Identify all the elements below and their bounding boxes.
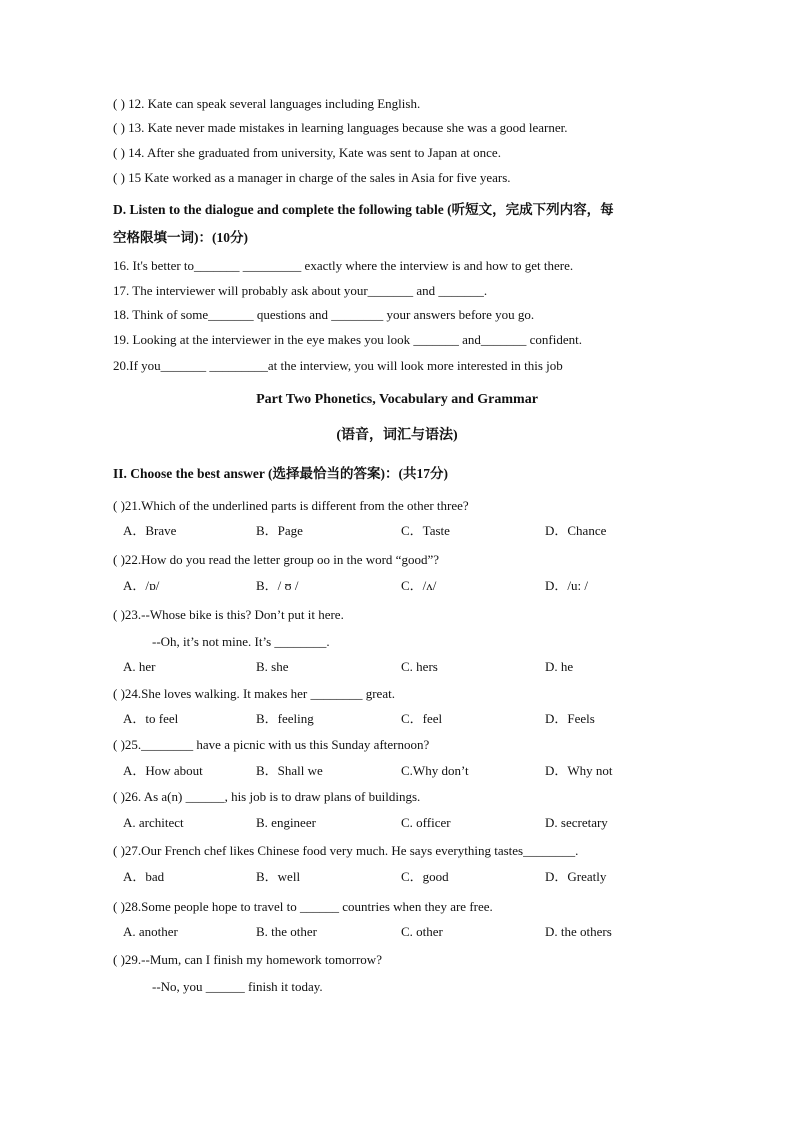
question-12: ( ) 12. Kate can speak several languages including English.	[113, 96, 421, 111]
section-ii-heading: II. Choose the best answer (选择最恰当的答案)：(共17分)	[113, 466, 448, 481]
question-21-stem: ( )21.Which of the underlined parts is different from the other three?	[113, 498, 469, 513]
question-23-options	[123, 659, 683, 675]
question-26-options	[123, 815, 683, 831]
section-d-heading-cont: 空格限填一词)：(10分)	[113, 230, 248, 245]
option-a: A．/ɒ/	[123, 578, 160, 593]
question-25-options	[123, 763, 683, 779]
option-c: C.Why don’t	[401, 763, 469, 778]
question-23-stem-cont: --Oh, it’s not mine. It’s ________.	[152, 634, 330, 649]
option-c: C．Taste	[401, 523, 450, 538]
part-two-subtitle: (语音，词汇与语法)	[336, 428, 458, 443]
question-22-options	[123, 578, 683, 594]
question-18: 18. Think of some_______ questions and ________ your answers before you go.	[113, 307, 535, 322]
question-24-stem: ( )24.She loves walking. It makes her ________ great.	[113, 686, 395, 701]
option-a: A．bad	[123, 869, 165, 884]
question-19: 19. Looking at the interviewer in the eye makes you look _______ and_______ confident.	[113, 332, 582, 347]
question-16: 16. It's better to_______ _________ exactly where the interview is and how to get there.	[113, 258, 574, 273]
question-23-stem: ( )23.--Whose bike is this? Don’t put it here.	[113, 607, 344, 622]
option-b: B．/ ʊ /	[256, 578, 299, 593]
section-d-heading: D. Listen to the dialogue and complete the following table (听短文，完成下列内容，每	[113, 202, 614, 217]
option-b: B. engineer	[256, 815, 316, 830]
part-two-title: Part Two Phonetics, Vocabulary and Grammar	[256, 392, 538, 407]
question-22-stem: ( )22.How do you read the letter group oo in the word “good”?	[113, 552, 439, 567]
question-20: 20.If you_______ _________at the interview, you will look more interested in this job	[113, 358, 563, 373]
question-14: ( ) 14. After she graduated from university, Kate was sent to Japan at once.	[113, 145, 501, 160]
option-b: B．well	[256, 869, 301, 884]
option-c: C. other	[401, 924, 443, 939]
question-15: ( ) 15 Kate worked as a manager in charge of the sales in Asia for five years.	[113, 170, 511, 185]
option-d: D．Feels	[545, 711, 595, 726]
question-26-stem: ( )26. As a(n) ______, his job is to draw plans of buildings.	[113, 789, 421, 804]
option-a: A. her	[123, 659, 156, 674]
option-a: A．to feel	[123, 711, 179, 726]
option-d: D. secretary	[545, 815, 608, 830]
option-d: D. the others	[545, 924, 612, 939]
option-b: B．feeling	[256, 711, 314, 726]
option-d: D. he	[545, 659, 574, 674]
option-b: B. she	[256, 659, 289, 674]
option-a: A．Brave	[123, 523, 177, 538]
option-b: B. the other	[256, 924, 318, 939]
option-c: C．feel	[401, 711, 443, 726]
question-29-stem: ( )29.--Mum, can I finish my homework tomorrow?	[113, 952, 382, 967]
question-29-stem-cont: --No, you ______ finish it today.	[152, 979, 323, 994]
option-d: D．Why not	[545, 763, 613, 778]
option-b: B．Shall we	[256, 763, 323, 778]
option-b: B．Page	[256, 523, 303, 538]
option-a: A. another	[123, 924, 178, 939]
question-28-options	[123, 924, 683, 940]
option-c: C．good	[401, 869, 449, 884]
option-a: A．How about	[123, 763, 203, 778]
option-d: D．Chance	[545, 523, 607, 538]
question-13: ( ) 13. Kate never made mistakes in learning languages because she was a good learner.	[113, 120, 568, 135]
question-27-stem: ( )27.Our French chef likes Chinese food very much. He says everything tastes________.	[113, 843, 579, 858]
option-c: C. hers	[401, 659, 438, 674]
question-24-options	[123, 711, 683, 727]
option-c: C. officer	[401, 815, 451, 830]
option-a: A. architect	[123, 815, 184, 830]
option-d: D．Greatly	[545, 869, 607, 884]
option-d: D．/u: /	[545, 578, 588, 593]
question-21-options	[123, 523, 683, 539]
question-27-options	[123, 869, 683, 885]
question-25-stem: ( )25.________ have a picnic with us this Sunday afternoon?	[113, 737, 430, 752]
option-c: C．/ʌ/	[401, 578, 437, 593]
question-17: 17. The interviewer will probably ask about your_______ and _______.	[113, 283, 488, 298]
question-28-stem: ( )28.Some people hope to travel to ______ countries when they are free.	[113, 899, 493, 914]
